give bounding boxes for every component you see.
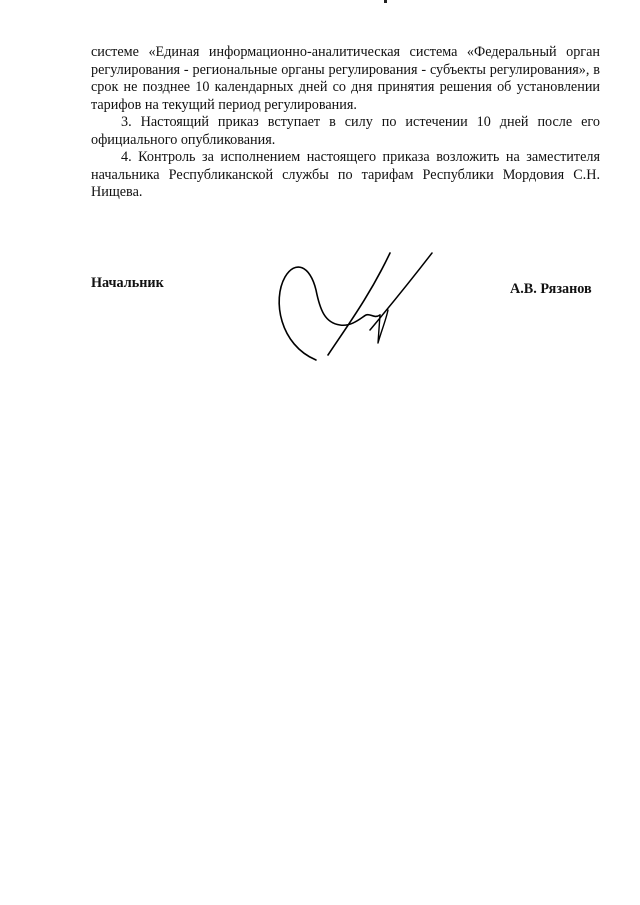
page-top-mark <box>384 0 387 3</box>
signatory-name: А.В. Рязанов <box>510 281 592 297</box>
document-body <box>91 44 600 202</box>
signature-loop-stroke <box>279 267 380 360</box>
continuation-paragraph: системе «Единая информационно-аналитическая система «Федеральный орган регулирования - региональные органы регулирования - субъекты регулирования», в срок не позднее 10 календарных дней со дня принятия решения об установлении тарифов на текущий период регулирования. <box>91 44 600 113</box>
signatory-position: Начальник <box>91 275 164 291</box>
signature-slash-stroke-1 <box>328 253 390 355</box>
item-3-paragraph: 3. Настоящий приказ вступает в силу по истечении 10 дней после его официального опубликования. <box>91 114 600 148</box>
handwritten-signature <box>270 245 450 375</box>
item-4-paragraph: 4. Контроль за исполнением настоящего приказа возложить на заместителя начальника Республиканской службы по тарифам Республики Мордовия С.Н. Нищева. <box>91 149 600 200</box>
